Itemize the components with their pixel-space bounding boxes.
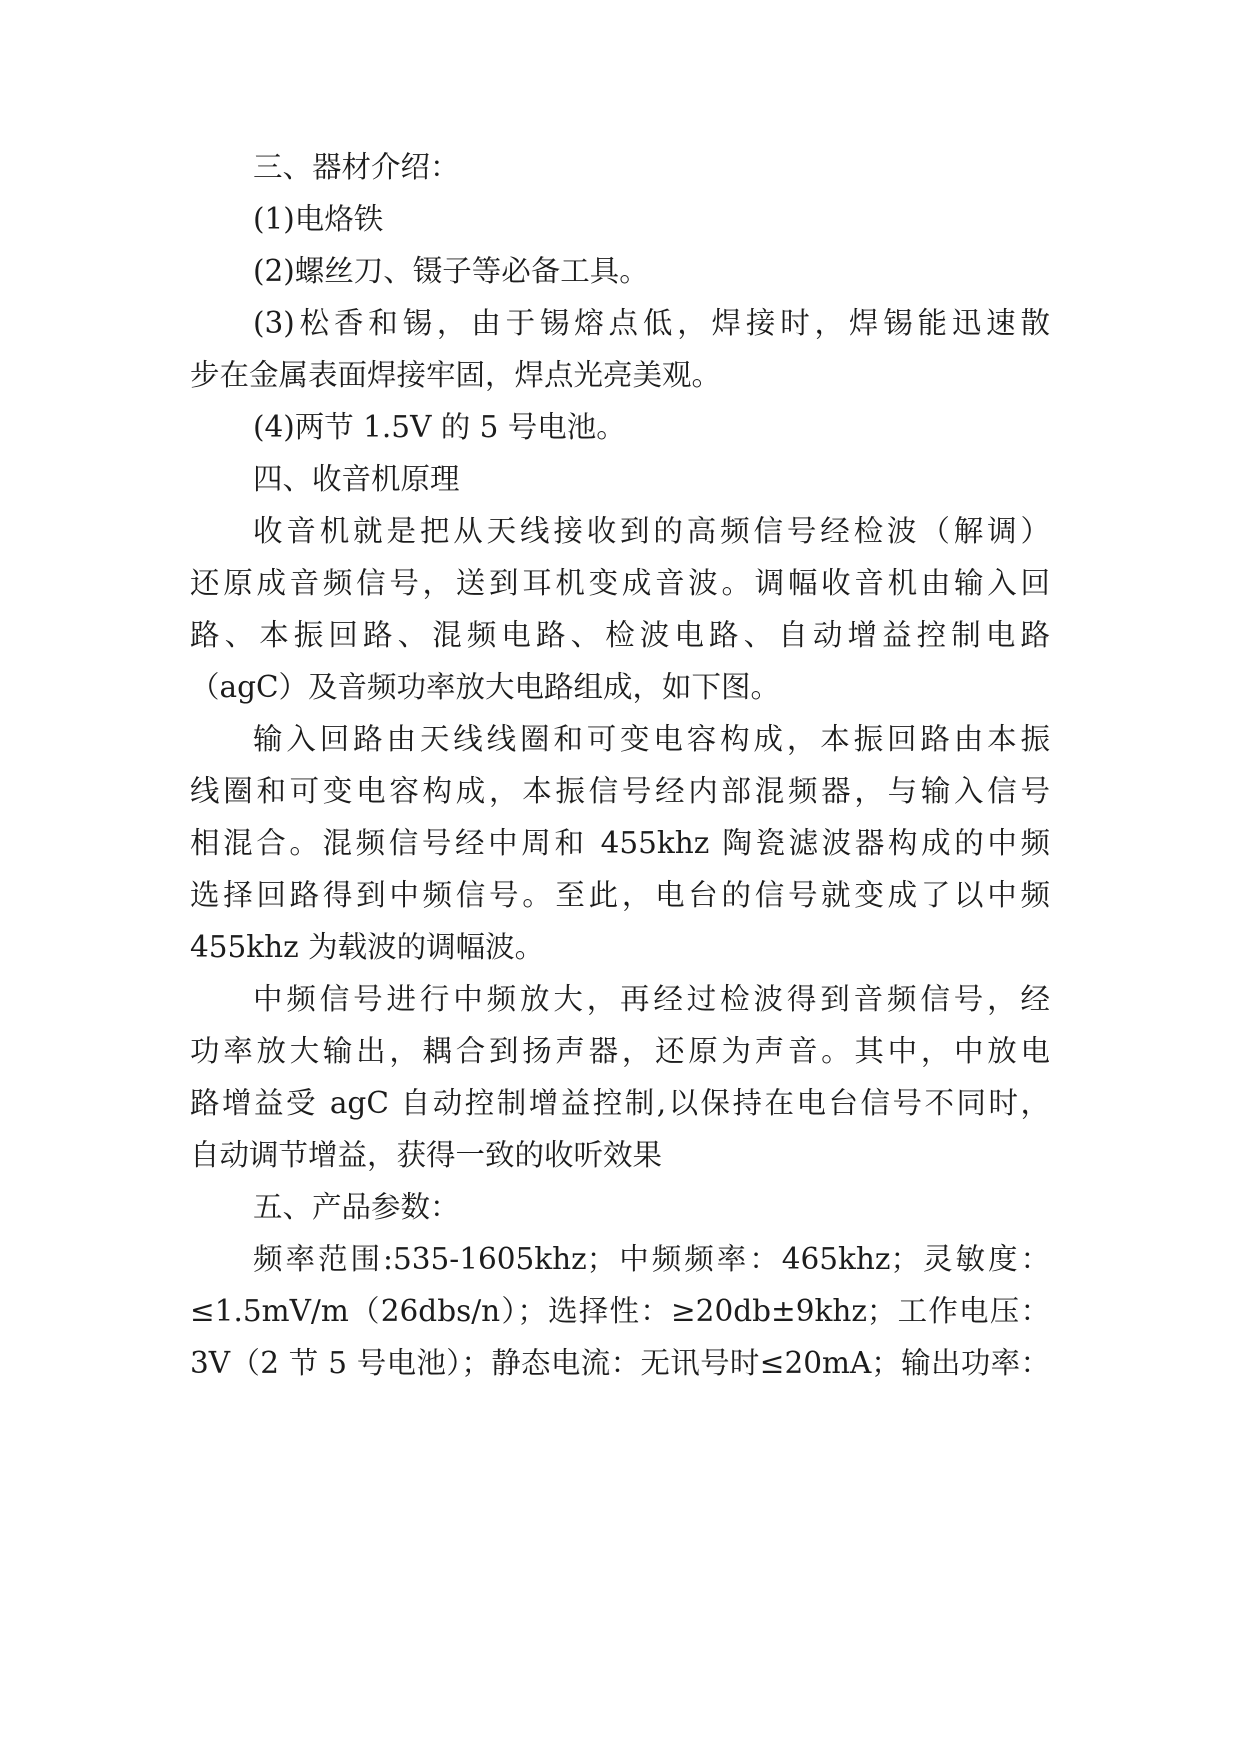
paragraph-line: 频率范围:535-1605khz；中频频率：465khz；灵敏度： [253, 1242, 1050, 1276]
list-item-soldering-iron: (1)电烙铁 [253, 202, 384, 236]
paragraph-line: 线圈和可变电容构成，本振信号经内部混频器，与输入信号 [190, 774, 1050, 808]
list-item-batteries: (4)两节 1.5V 的 5 号电池。 [253, 410, 626, 444]
paragraph-line: 还原成音频信号，送到耳机变成音波。调幅收音机由输入回 [190, 566, 1050, 600]
paragraph-line: ≤1.5mV/m（26dbs/n）；选择性：≥20db±9khz；工作电压： [190, 1294, 1050, 1328]
paragraph-line: 路、本振回路、混频电路、检波电路、自动增益控制电路 [190, 618, 1050, 652]
paragraph-line: （agC）及音频功率放大电路组成，如下图。 [190, 670, 781, 704]
paragraph-line: 中频信号进行中频放大，再经过检波得到音频信号，经 [253, 982, 1050, 1016]
paragraph-line: 选择回路得到中频信号。至此，电台的信号就变成了以中频 [190, 878, 1050, 912]
paragraph-line: 自动调节增益，获得一致的收听效果 [190, 1138, 663, 1172]
paragraph-line: 功率放大输出，耦合到扬声器，还原为声音。其中，中放电 [190, 1034, 1050, 1068]
paragraph-line: 路增益受 agC 自动控制增益控制,以保持在电台信号不同时， [190, 1086, 1050, 1120]
paragraph-line: 收音机就是把从天线接收到的高频信号经检波（解调） [253, 514, 1050, 548]
paragraph-line: 输入回路由天线线圈和可变电容构成，本振回路由本振 [253, 722, 1050, 756]
section-heading-equipment: 三、器材介绍： [253, 150, 460, 184]
paragraph-line: 455khz 为载波的调幅波。 [190, 930, 545, 964]
paragraph-line: 相混合。混频信号经中周和 455khz 陶瓷滤波器构成的中频 [190, 826, 1050, 860]
list-item-tools: (2)螺丝刀、镊子等必备工具。 [253, 254, 649, 288]
list-item-rosin-tin: (3)松香和锡，由于锡熔点低，焊接时，焊锡能迅速散 [253, 306, 1050, 340]
section-heading-principle: 四、收音机原理 [253, 462, 460, 496]
section-heading-parameters: 五、产品参数： [253, 1190, 460, 1224]
paragraph-line: 3V（2 节 5 号电池）；静态电流：无讯号时≤20mA；输出功率： [190, 1346, 1050, 1380]
paragraph-line: 步在金属表面焊接牢固，焊点光亮美观。 [190, 358, 722, 392]
